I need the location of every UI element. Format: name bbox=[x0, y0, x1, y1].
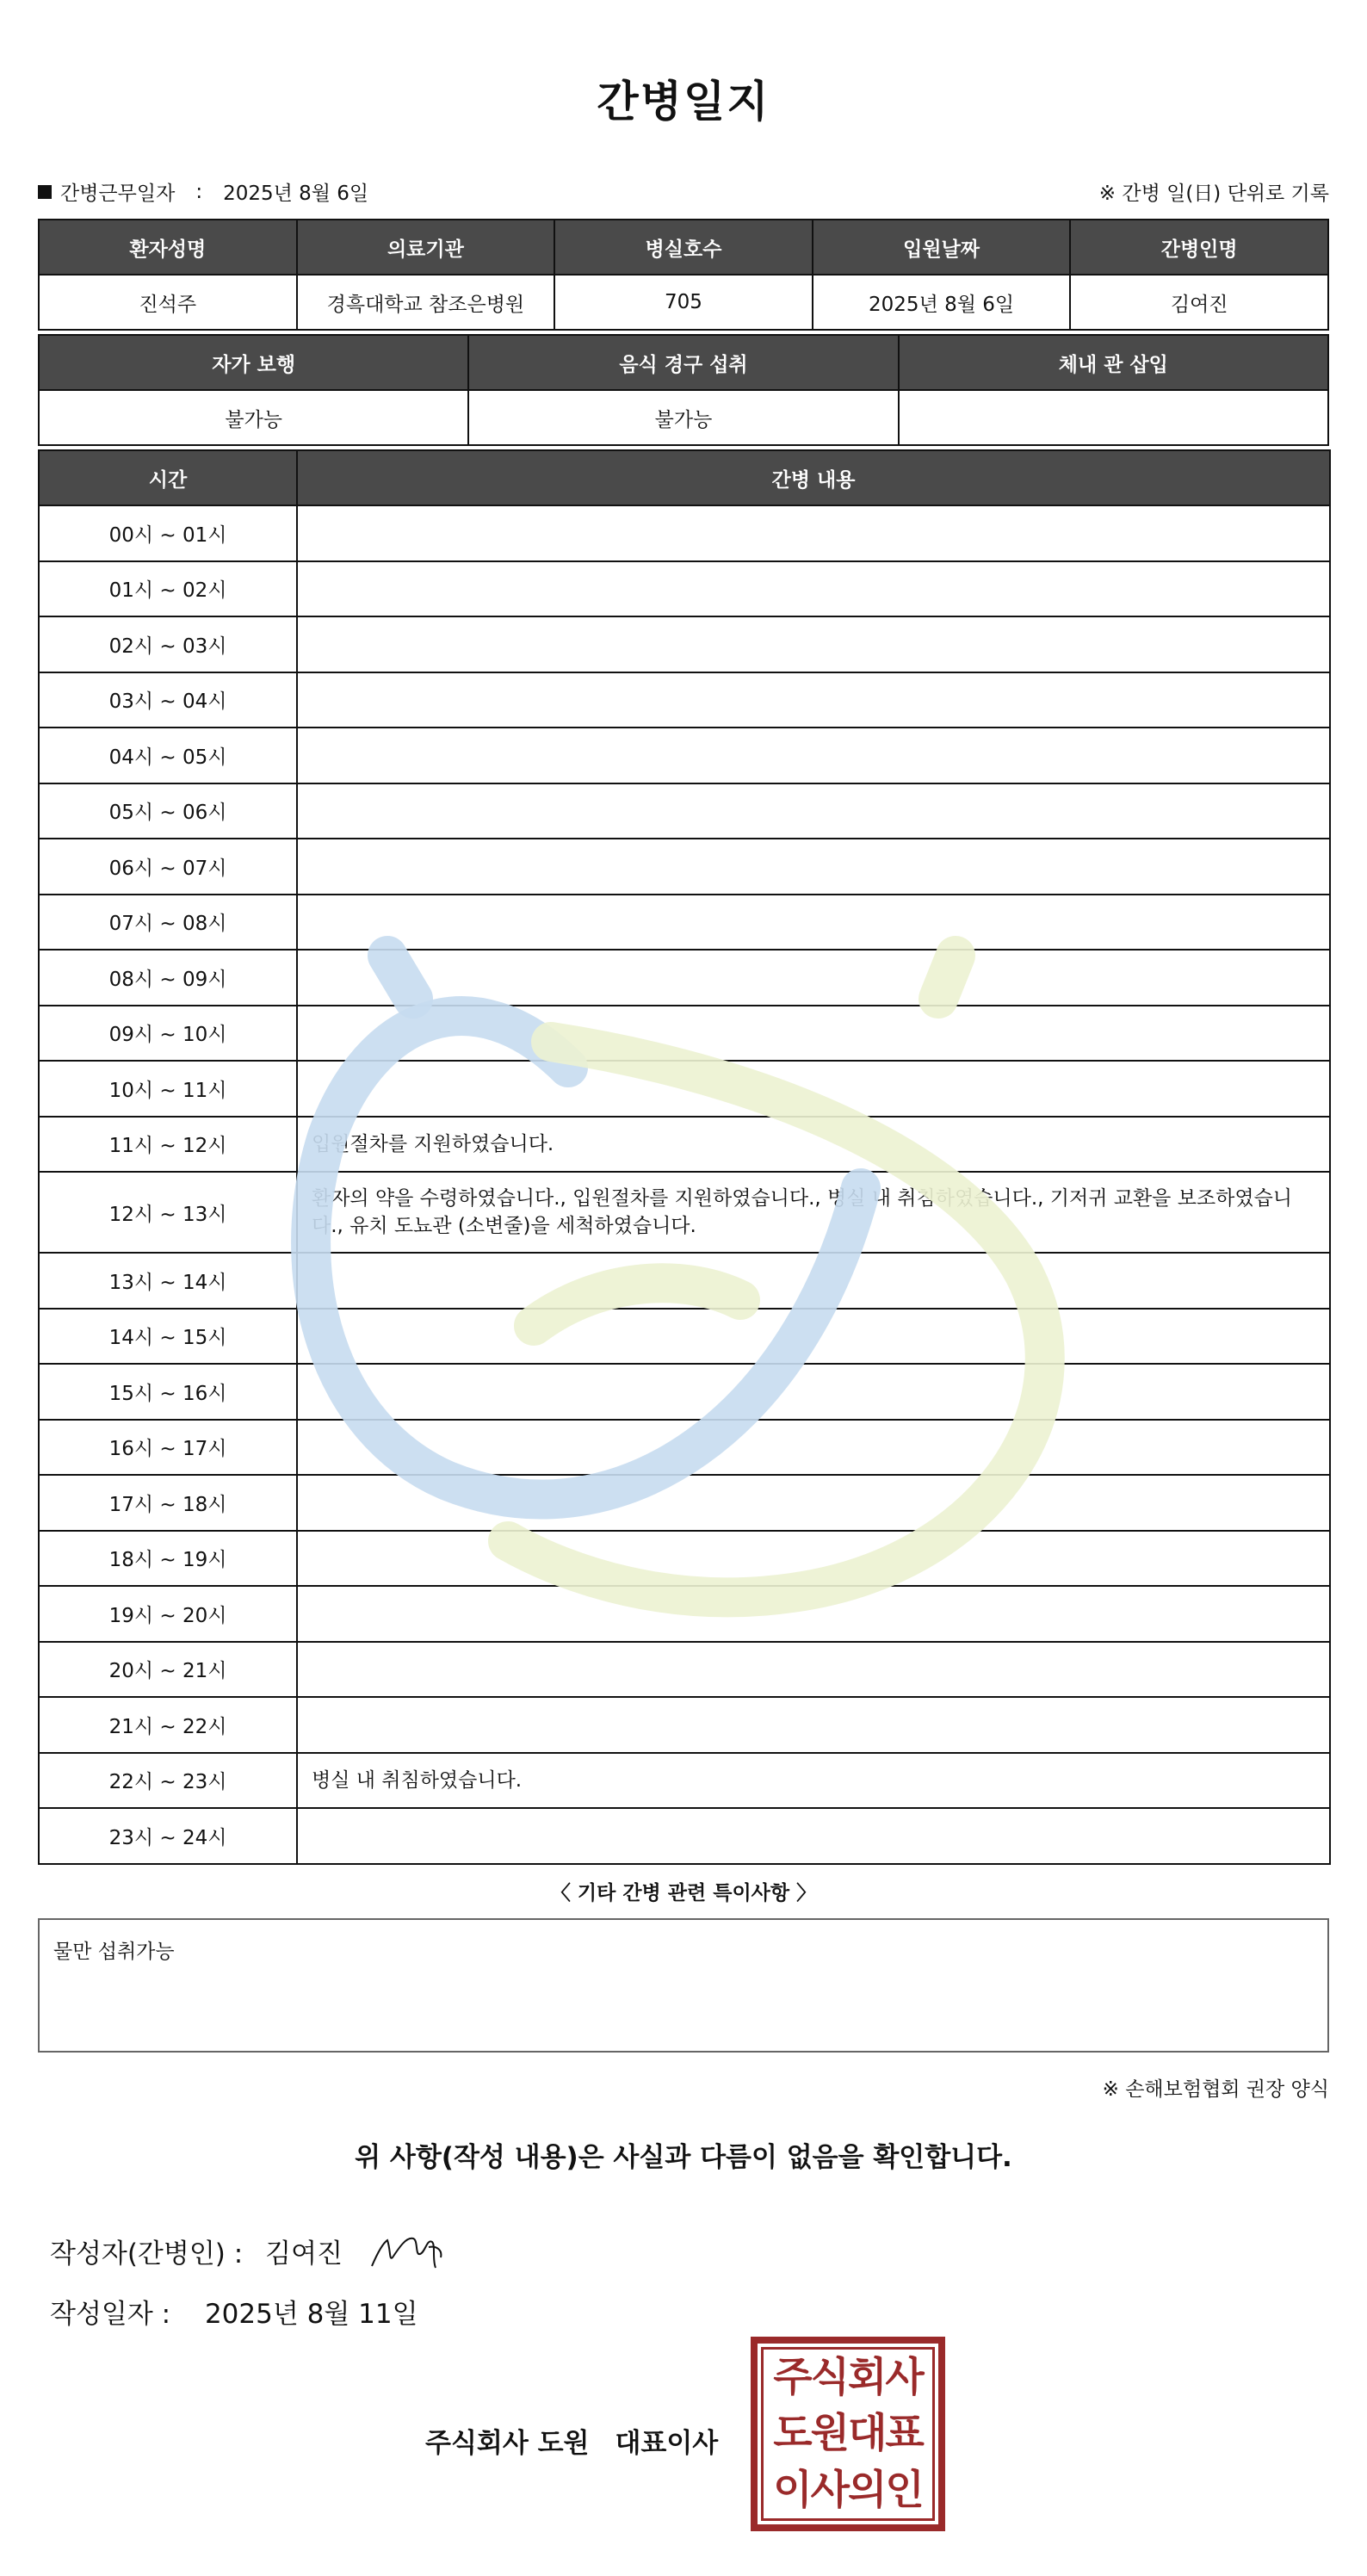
care-log-time: 14시 ~ 15시 bbox=[39, 1309, 297, 1365]
care-log-time: 10시 ~ 11시 bbox=[39, 1061, 297, 1117]
care-log-time: 21시 ~ 22시 bbox=[39, 1697, 297, 1753]
care-log-content bbox=[297, 1697, 1330, 1753]
care-log-row bbox=[39, 895, 1330, 951]
etc-section-title: 〈 기타 간병 관련 특이사항 〉 bbox=[550, 1882, 817, 1904]
care-log-time: 16시 ~ 17시 bbox=[39, 1420, 297, 1476]
care-log-row bbox=[39, 1117, 1330, 1173]
writer-name: 김여진 bbox=[265, 2238, 343, 2269]
hospital-name: 경흑대학교 참조은병원 bbox=[297, 275, 555, 330]
care-log-row bbox=[39, 839, 1330, 895]
care-log-time: 18시 ~ 19시 bbox=[39, 1531, 297, 1587]
work-date-label: 간병근무일자 bbox=[60, 183, 176, 205]
admission-date-header: 입원날짜 bbox=[813, 220, 1071, 275]
care-log-row bbox=[39, 783, 1330, 839]
company-signature-line bbox=[425, 2421, 718, 2460]
work-date-separator: : bbox=[195, 180, 203, 203]
care-log-time: 08시 ~ 09시 bbox=[39, 950, 297, 1006]
care-log-time: 22시 ~ 23시 bbox=[39, 1753, 297, 1809]
care-log-row bbox=[39, 1061, 1330, 1117]
work-date-value: 2025년 8월 6일 bbox=[223, 183, 369, 205]
care-log-row bbox=[39, 505, 1330, 561]
written-date-value: 2025년 8월 11일 bbox=[204, 2299, 418, 2330]
tube-insertion-header: 체내 관 삽입 bbox=[899, 335, 1328, 390]
care-log-row bbox=[39, 1642, 1330, 1698]
care-log-content bbox=[297, 839, 1330, 895]
care-log-content bbox=[297, 895, 1330, 951]
care-log-row bbox=[39, 1364, 1330, 1420]
oral-intake-header: 음식 경구 섭취 bbox=[468, 335, 898, 390]
care-log-time: 17시 ~ 18시 bbox=[39, 1475, 297, 1531]
care-log-content bbox=[297, 728, 1330, 783]
care-log-row bbox=[39, 1309, 1330, 1365]
writer-row bbox=[50, 2228, 451, 2273]
care-log-time: 12시 ~ 13시 bbox=[39, 1172, 297, 1253]
room-header: 병실호수 bbox=[554, 220, 813, 275]
care-log-time: 19시 ~ 20시 bbox=[39, 1586, 297, 1642]
care-log-content bbox=[297, 1309, 1330, 1365]
care-log-row bbox=[39, 616, 1330, 672]
care-log-row bbox=[39, 1172, 1330, 1253]
page-title: 간병일지 bbox=[597, 77, 770, 127]
care-log-time: 13시 ~ 14시 bbox=[39, 1253, 297, 1309]
seal-line: 주식회사 bbox=[773, 2354, 923, 2402]
care-log-row bbox=[39, 1420, 1330, 1476]
confirmation-statement: 위 사항(작성 내용)은 사실과 다름이 없음을 확인합니다. bbox=[355, 2142, 1012, 2173]
care-log-content: 병실 내 취침하였습니다. bbox=[297, 1753, 1330, 1809]
form-note: ※ 손해보험협회 권장 양식 bbox=[1102, 2078, 1329, 2101]
care-log-row bbox=[39, 561, 1330, 617]
care-log-content bbox=[297, 1642, 1330, 1698]
walking-value: 불가능 bbox=[39, 390, 468, 445]
written-date-label: 작성일자 : bbox=[50, 2299, 171, 2330]
care-log-content bbox=[297, 1475, 1330, 1531]
care-log-content bbox=[297, 950, 1330, 1006]
tube-insertion-value bbox=[899, 390, 1328, 445]
written-date-row bbox=[50, 2292, 418, 2331]
care-log-row bbox=[39, 1586, 1330, 1642]
care-log-time: 11시 ~ 12시 bbox=[39, 1117, 297, 1173]
care-log-row bbox=[39, 1475, 1330, 1531]
care-log-row bbox=[39, 950, 1330, 1006]
care-log-time: 06시 ~ 07시 bbox=[39, 839, 297, 895]
care-log-content bbox=[297, 1006, 1330, 1062]
work-date-row bbox=[38, 177, 1329, 208]
company-name: 주식회사 도원 bbox=[425, 2428, 590, 2459]
care-log-time: 05시 ~ 06시 bbox=[39, 783, 297, 839]
care-log-row bbox=[39, 1531, 1330, 1587]
care-log-time: 09시 ~ 10시 bbox=[39, 1006, 297, 1062]
care-log-time: 07시 ~ 08시 bbox=[39, 895, 297, 951]
admission-date: 2025년 8월 6일 bbox=[813, 275, 1071, 330]
care-log-content bbox=[297, 1808, 1330, 1864]
care-log-table bbox=[38, 449, 1331, 1865]
care-log-content bbox=[297, 1531, 1330, 1587]
patient-name: 진석주 bbox=[39, 275, 297, 330]
square-bullet-icon bbox=[38, 185, 52, 199]
care-log-row bbox=[39, 672, 1330, 728]
care-log-row bbox=[39, 1253, 1330, 1309]
writer-label: 작성자(간병인) : bbox=[50, 2238, 244, 2269]
care-log-content: 환자의 약을 수령하였습니다., 입원절차를 지원하였습니다., 병실 내 취침하였습니다., 기저귀 교환을 보조하였습니다., 유치 도뇨관 (소변줄)을 세척하였습니다. bbox=[297, 1172, 1330, 1253]
company-seal-stamp bbox=[751, 2337, 945, 2531]
oral-intake-value: 불가능 bbox=[468, 390, 898, 445]
care-log-time: 15시 ~ 16시 bbox=[39, 1364, 297, 1420]
patient-status-table bbox=[38, 334, 1329, 446]
company-title: 대표이사 bbox=[615, 2428, 719, 2459]
handwritten-signature bbox=[368, 2228, 451, 2273]
caregiver-header: 간병인명 bbox=[1070, 220, 1328, 275]
care-log-content bbox=[297, 1364, 1330, 1420]
care-log-row bbox=[39, 1753, 1330, 1809]
care-log-content bbox=[297, 1253, 1330, 1309]
care-log-content bbox=[297, 505, 1330, 561]
content-header: 간병 내용 bbox=[297, 450, 1330, 505]
seal-line: 이사의인 bbox=[773, 2466, 923, 2514]
care-log-time: 03시 ~ 04시 bbox=[39, 672, 297, 728]
time-header: 시간 bbox=[39, 450, 297, 505]
care-log-time: 23시 ~ 24시 bbox=[39, 1808, 297, 1864]
care-log-time: 00시 ~ 01시 bbox=[39, 505, 297, 561]
care-log-content bbox=[297, 1061, 1330, 1117]
care-log-content bbox=[297, 672, 1330, 728]
care-log-row bbox=[39, 728, 1330, 783]
care-log-time: 02시 ~ 03시 bbox=[39, 616, 297, 672]
unit-note: ※ 간병 일(日) 단위로 기록 bbox=[1098, 183, 1329, 205]
care-log-content: 입원절차를 지원하였습니다. bbox=[297, 1117, 1330, 1173]
walking-header: 자가 보행 bbox=[39, 335, 468, 390]
care-log-row bbox=[39, 1808, 1330, 1864]
patient-name-header: 환자성명 bbox=[39, 220, 297, 275]
care-log-content bbox=[297, 561, 1330, 617]
care-log-row bbox=[39, 1697, 1330, 1753]
care-log-content bbox=[297, 783, 1330, 839]
care-log-time: 04시 ~ 05시 bbox=[39, 728, 297, 783]
caregiver-name: 김여진 bbox=[1070, 275, 1328, 330]
etc-notes-box: 물만 섭취가능 bbox=[38, 1918, 1329, 2053]
care-log-content bbox=[297, 1586, 1330, 1642]
hospital-header: 의료기관 bbox=[297, 220, 555, 275]
seal-line: 도원대표 bbox=[773, 2410, 923, 2458]
care-log-time: 01시 ~ 02시 bbox=[39, 561, 297, 617]
care-log-content bbox=[297, 616, 1330, 672]
care-log-time: 20시 ~ 21시 bbox=[39, 1642, 297, 1698]
care-log-row bbox=[39, 1006, 1330, 1062]
room-number: 705 bbox=[554, 275, 813, 330]
patient-info-table bbox=[38, 219, 1329, 331]
care-log-content bbox=[297, 1420, 1330, 1476]
